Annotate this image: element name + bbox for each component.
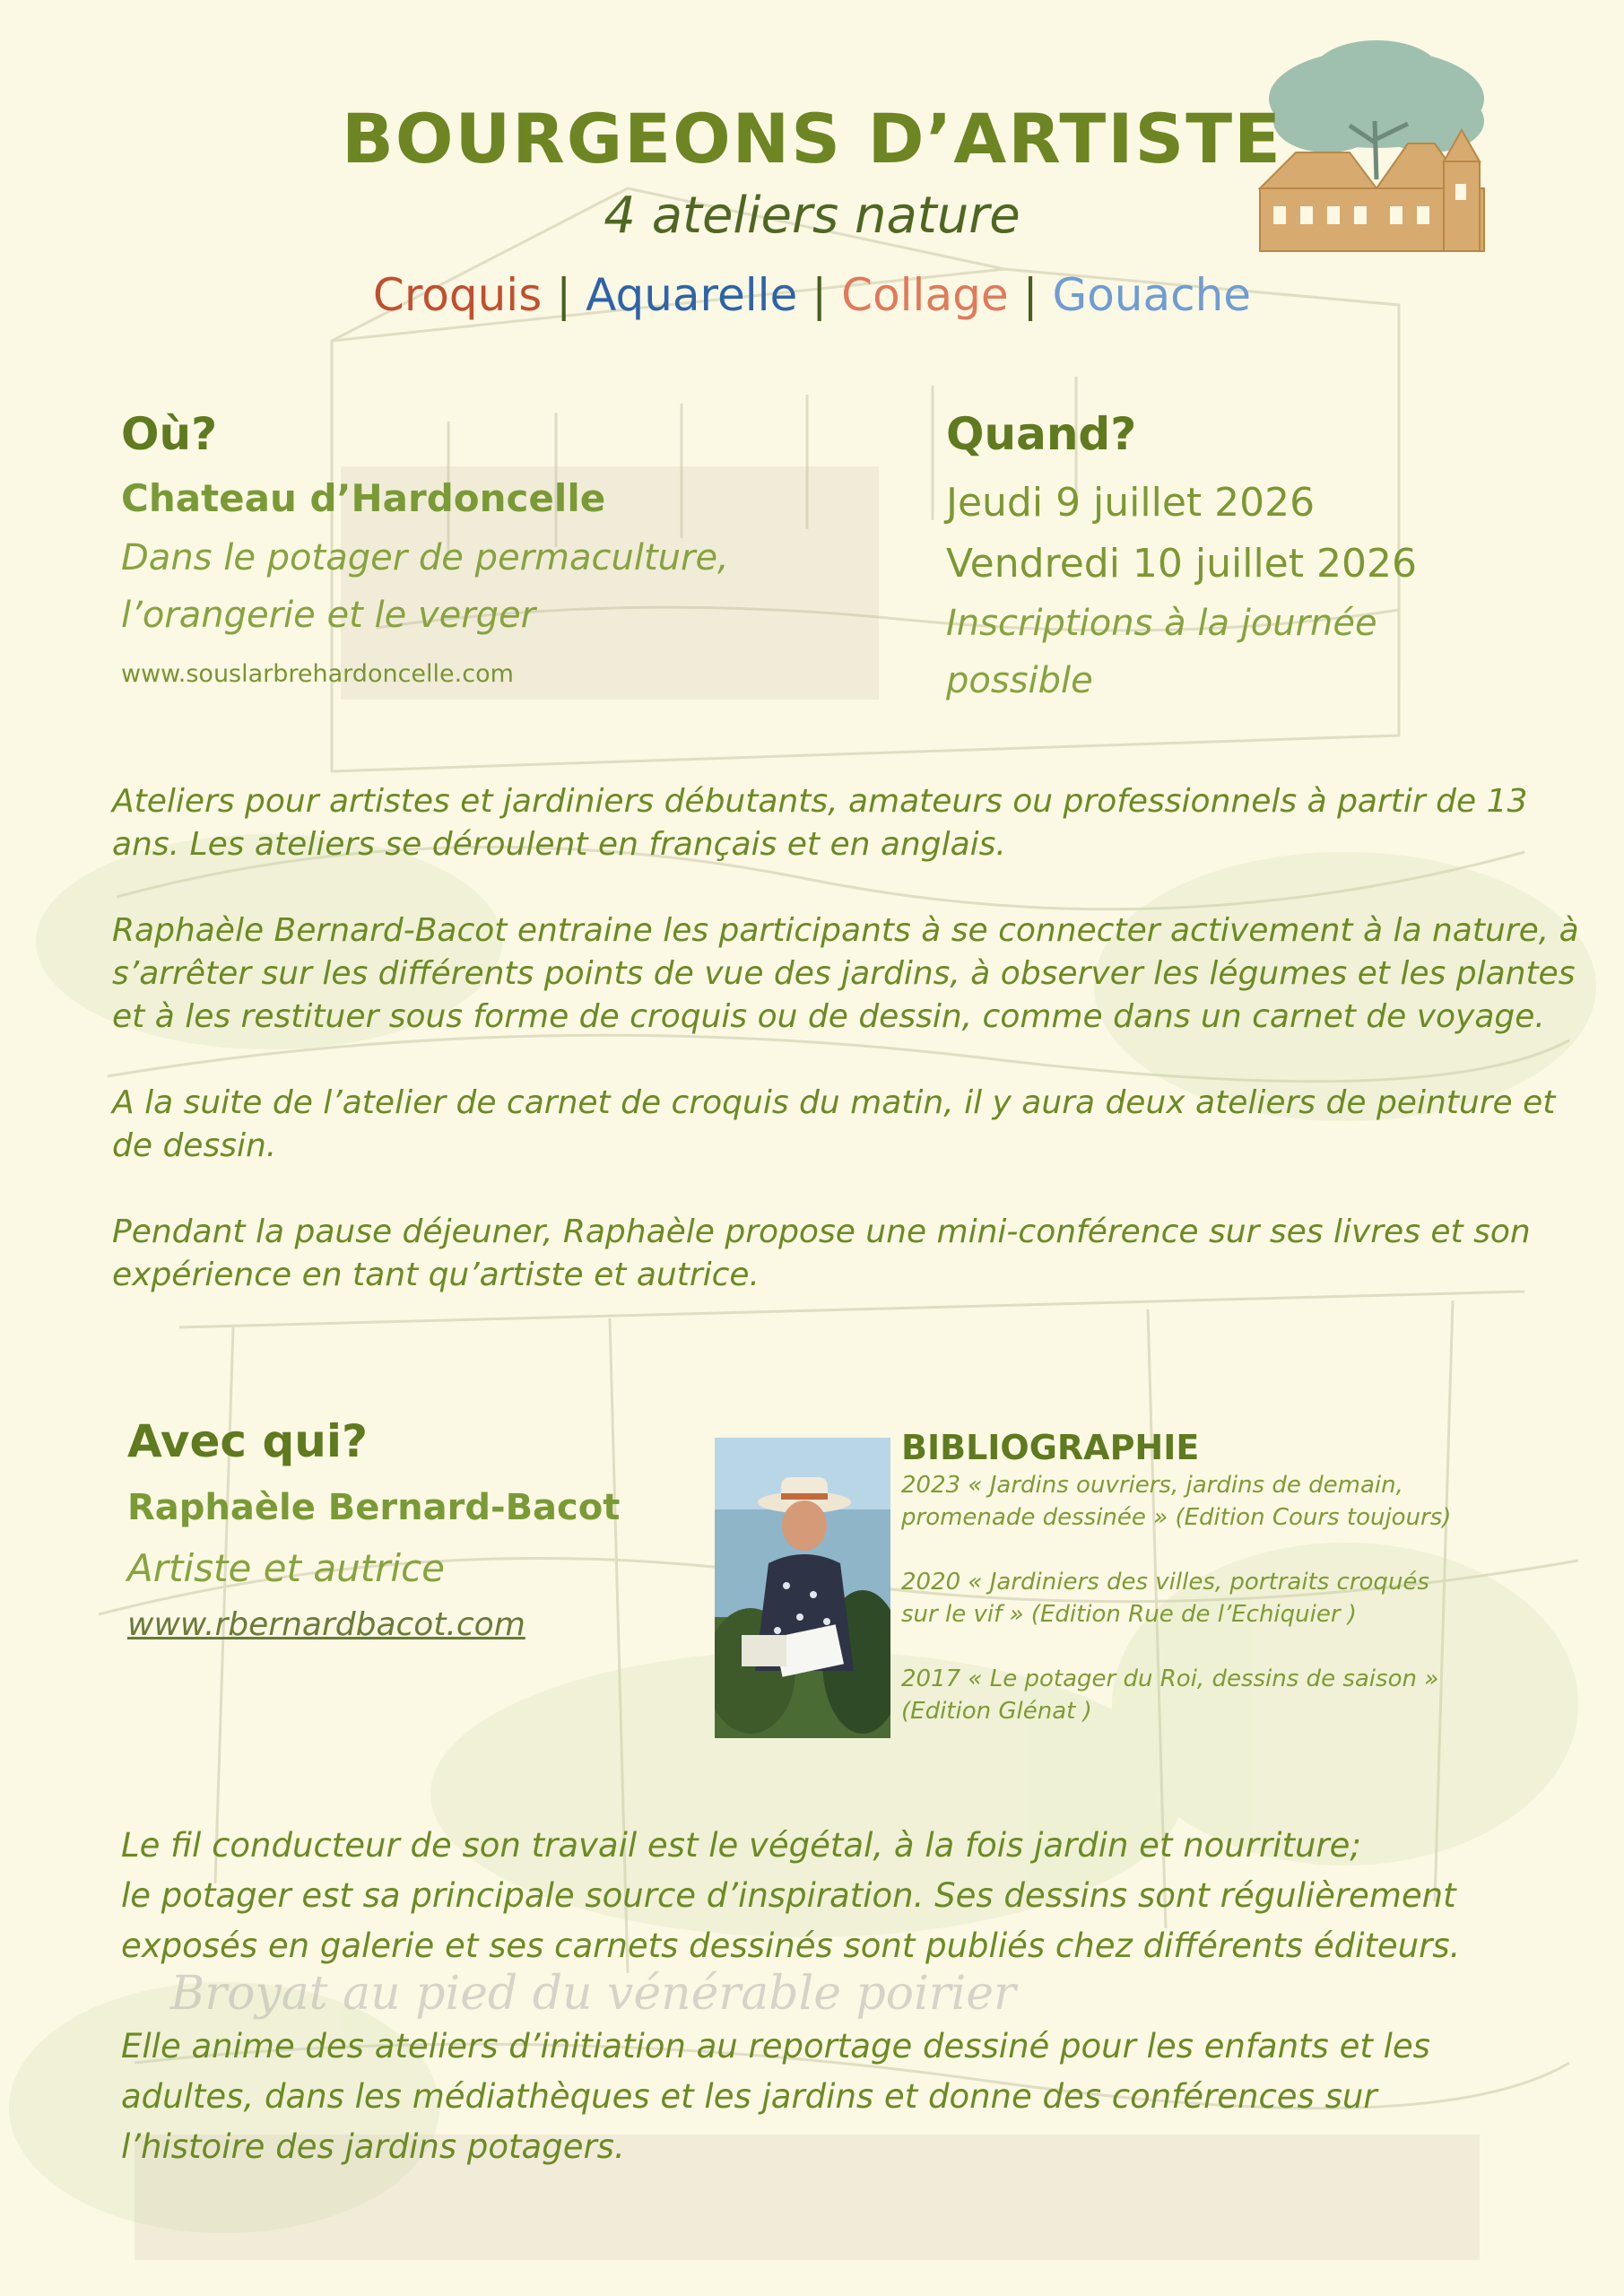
closing-line: le potager est sa principale source d’inspiration. Ses dessins sont régulièrement [121, 1876, 1456, 1915]
bibliography-entry [901, 1566, 1565, 1631]
technique-croquis: Croquis [372, 269, 543, 321]
intro-paragraph: Pendant la pause déjeuner, Raphaèle propose une mini-conférence sur ses livres et son expérience en tant qu’artiste et autrice. [112, 1213, 1531, 1293]
closing-line: Le fil conducteur de son travail est le végétal, à la fois jardin et nourriture; [121, 1826, 1361, 1865]
bibliography-entry-line: 2023 « Jardins ouvriers, jardins de demain, [901, 1472, 1403, 1499]
intro-text [112, 780, 1583, 1340]
bibliography-entry-line: promenade dessinée » (Edition Cours toujours) [901, 1504, 1452, 1531]
event-date: Vendredi 10 juillet 2026 [946, 541, 1417, 587]
where-heading: Où? [121, 408, 218, 460]
registration-note-line: Inscriptions à la journée [946, 603, 1377, 644]
bibliography-entry-line: sur le vif » (Edition Rue de l’Echiquier ) [901, 1601, 1357, 1628]
closing-paragraph [121, 2022, 1583, 2172]
technique-gouache: Gouache [1052, 269, 1252, 321]
technique-aquarelle: Aquarelle [586, 269, 798, 321]
where-section [121, 408, 883, 688]
closing-line: exposés en galerie et ses carnets dessinés sont publiés chez différents éditeurs. [121, 1926, 1461, 1965]
registration-note-line: possible [946, 660, 1093, 701]
technique-collage: Collage [841, 269, 1009, 321]
background-handwritten-caption: Broyat au pied du vénérable poirier [170, 1967, 1016, 2021]
bibliography-entry [901, 1663, 1565, 1727]
closing-line: l’histoire des jardins potagers. [121, 2127, 625, 2166]
page-title: BOURGEONS D’ARTISTE [342, 99, 1282, 178]
separator: | [812, 269, 828, 321]
with-heading: Avec qui? [127, 1415, 368, 1467]
bibliography-entry-line: (Edition Glénat ) [901, 1698, 1092, 1725]
artist-role: Artiste et autrice [127, 1546, 446, 1590]
page-subtitle: 4 ateliers nature [604, 187, 1020, 245]
separator: | [556, 269, 572, 321]
venue-description-line: l’orangerie et le verger [121, 595, 536, 636]
when-section [946, 408, 1556, 709]
bibliography-entry [901, 1469, 1565, 1534]
with-section [127, 1415, 683, 1643]
bibliography-section [901, 1428, 1565, 1760]
venue-website-link[interactable]: www.souslarbrehardoncelle.com [121, 660, 514, 688]
event-date: Jeudi 9 juillet 2026 [946, 480, 1316, 526]
closing-paragraph [121, 1821, 1583, 1971]
separator: | [1022, 269, 1038, 321]
artist-photo [715, 1438, 890, 1738]
intro-paragraph: Raphaèle Bernard-Bacot entraine les participants à se connecter activement à la nature, à s’arrêter sur les différents points de vue des jardins, à observer les légumes et les plantes et à les restituer sous forme de croquis ou de dessin, comme dans un carnet de voyage. [112, 912, 1579, 1035]
artist-name: Raphaèle Bernard-Bacot [127, 1487, 621, 1528]
when-heading: Quand? [946, 408, 1137, 460]
bibliography-entry-line: 2020 « Jardiniers des villes, portraits croqués [901, 1569, 1429, 1596]
venue-name: Chateau d’Hardoncelle [121, 476, 606, 520]
intro-paragraph: A la suite de l’atelier de carnet de croquis du matin, il y aura deux ateliers de peinture et de dessin. [112, 1084, 1556, 1164]
techniques-line [0, 269, 1624, 321]
artist-website-link[interactable]: www.rbernardbacot.com [127, 1606, 525, 1643]
closing-line: Elle anime des ateliers d’initiation au reportage dessiné pour les enfants et les [121, 2027, 1430, 2066]
bibliography-entry-line: 2017 « Le potager du Roi, dessins de saison » [901, 1665, 1439, 1692]
bibliography-heading: BIBLIOGRAPHIE [901, 1428, 1200, 1467]
closing-text [121, 1821, 1583, 2222]
closing-line: adultes, dans les médiathèques et les jardins et donne des conférences sur [121, 2077, 1377, 2116]
venue-description-line: Dans le potager de permaculture, [121, 537, 729, 578]
intro-paragraph: Ateliers pour artistes et jardiniers débutants, amateurs ou professionnels à partir de 13 ans. Les ateliers se déroulent en français et en anglais. [112, 783, 1528, 863]
